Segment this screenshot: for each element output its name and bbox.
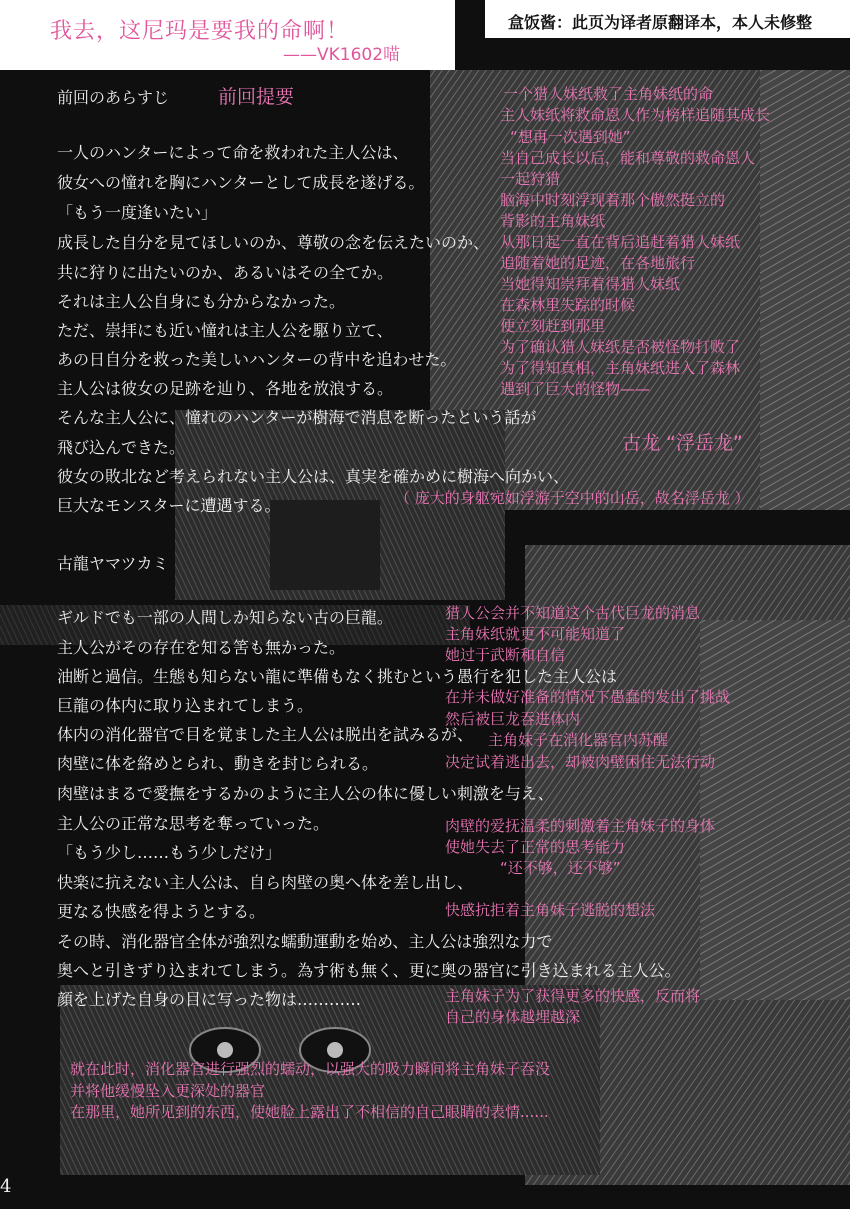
synopsis-line: あの日自分を救った美しいハンターの背中を追わせた。: [57, 350, 457, 369]
translation-line: 便立刻赶到那里: [500, 317, 606, 335]
translation-line: 主人妹纸将救命恩人作为榜样追随其成长: [500, 106, 771, 124]
translation-line: “还不够，还不够”: [500, 859, 621, 877]
synopsis-line: ギルドでも一部の人間しか知らない古の巨龍。: [57, 608, 393, 627]
translation-line: 脑海中时刻浮现着那个傲然挺立的: [500, 191, 726, 209]
section-heading: 前回のあらすじ: [57, 88, 170, 107]
synopsis-line: 主人公は彼女の足跡を辿り、各地を放浪する。: [57, 379, 394, 398]
translation-line: 主角妹纸就更不可能知道了: [445, 625, 626, 643]
translation-line: 主角妹子在消化器官内苏醒: [488, 731, 669, 749]
translation-line: 遇到了巨大的怪物——: [500, 380, 651, 398]
synopsis-line: 主人公がその存在を知る筈も無かった。: [57, 638, 346, 657]
translation-line: 快感抗拒着主角妹子逃脱的想法: [445, 901, 656, 919]
translator-signature: ——VK1602喵: [283, 45, 401, 65]
synopsis-line: その時、消化器官全体が強烈な蠕動運動を始め、主人公は強烈な力で: [57, 932, 553, 951]
translation-line: 一个猎人妹纸救了主角妹纸的命: [503, 85, 714, 103]
final-translation-line: 在那里，她所见到的东西，使她脸上露出了不相信的自己眼睛的表情......: [70, 1103, 549, 1121]
translation-line: 在并未做好准备的情况下愚蠢的发出了挑战: [445, 688, 731, 706]
synopsis-line: 成長した自分を見てほしいのか、尊敬の念を伝えたいのか、: [57, 233, 490, 252]
translation-line: 从那日起一直在背后追赶着猎人妹纸: [500, 233, 741, 251]
translation-line: 一起狩猎: [500, 170, 561, 188]
translation-line: 主角妹子为了获得更多的快感，反而将: [445, 987, 701, 1005]
translation-line: 自己的身体越埋越深: [445, 1008, 581, 1026]
translation-line: 肉壁的爱抚温柔的刺激着主角妹子的身体: [445, 817, 716, 835]
translation-line: 然后被巨龙吞进体内: [445, 710, 581, 728]
synopsis-line: 更なる快感を得ようとする。: [57, 902, 266, 921]
synopsis-line: 肉壁に体を絡めとられ、動きを封じられる。: [57, 754, 378, 773]
synopsis-line: 体内の消化器官で目を覚ました主人公は脱出を試みるが、: [57, 725, 474, 744]
translation-line: 猎人公会并不知道这个古代巨龙的消息: [445, 604, 701, 622]
translation-line: 在森林里失踪的时候: [500, 296, 636, 314]
synopsis-line: 肉壁はまるで愛撫をするかのように主人公の体に優しい刺激を与え、: [57, 784, 554, 803]
translation-line: “想再一次遇到她”: [510, 128, 631, 146]
translation-line: 背影的主角妹纸: [500, 212, 606, 230]
translation-line: 追随着她的足迹，在各地旅行: [500, 254, 696, 272]
translation-line: 当她得知崇拜着得猎人妹纸: [500, 275, 681, 293]
translation-line: 她过于武断和自信: [445, 646, 566, 664]
page-number: 4: [0, 1176, 12, 1197]
translation-line: 当自己成长以后，能和尊敬的救命恩人: [500, 149, 756, 167]
section-heading: 古龍ヤマツカミ: [57, 554, 169, 573]
page-title: 我去，这尼玛是要我的命啊！: [50, 19, 350, 44]
translation-line: 使她失去了正常的思考能力: [445, 838, 626, 856]
synopsis-line: 快楽に抗えない主人公は、自ら肉壁の奥へ体を差し出し、: [57, 873, 474, 892]
translation-line: 决定试着逃出去，却被肉壁困住无法行动: [445, 753, 716, 771]
synopsis-line: 「もう一度逢いたい」: [57, 203, 218, 222]
synopsis-line: 奥へと引きずり込まれてしまう。為す術も無く、更に奥の器官に引き込まれる主人公。: [57, 961, 681, 980]
translation-line: 为了得知真相，主角妹纸进入了森林: [500, 359, 741, 377]
synopsis-line: 巨龍の体内に取り込まれてしまう。: [57, 696, 314, 715]
synopsis-line: 油断と過信。生態も知らない龍に準備もなく挑むという愚行を犯した主人公は: [57, 667, 618, 686]
synopsis-line: 彼女の敗北など考えられない主人公は、真実を確かめに樹海へ向かい、: [57, 467, 570, 486]
monster-name: 古龙 “浮岳龙”: [622, 432, 743, 454]
synopsis-line: 巨大なモンスターに遭遇する。: [57, 496, 281, 515]
synopsis-line: 「もう少し……もう少しだけ」: [57, 843, 282, 862]
synopsis-line: そんな主人公に、憧れのハンターが樹海で消息を断ったという話が: [57, 408, 537, 427]
synopsis-line: 一人のハンターによって命を救われた主人公は、: [57, 143, 409, 162]
synopsis-line: 主人公の正常な思考を奪っていった。: [57, 814, 330, 833]
synopsis-line: 共に狩りに出たいのか、あるいはその全てか。: [57, 263, 394, 282]
synopsis-line: 顔を上げた自身の目に写った物は…………: [57, 990, 362, 1009]
editor-notice: 盒饭酱：此页为译者原翻译本，本人未修整: [508, 13, 813, 32]
translation-line: 为了确认猎人妹纸是否被怪物打败了: [500, 338, 741, 356]
synopsis-line: 彼女への憧れを胸にハンターとして成長を遂げる。: [57, 173, 425, 192]
synopsis-line: ただ、崇拝にも近い憧れは主人公を駆り立て、: [57, 321, 393, 340]
final-translation-line: 并将他缓慢坠入更深处的器官: [70, 1082, 266, 1100]
synopsis-line: 飛び込んできた。: [57, 438, 186, 457]
section-heading-translation: 前回提要: [218, 86, 295, 108]
monster-note: （ 庞大的身躯宛如浮游于空中的山岳，故名浮岳龙 ）: [395, 489, 750, 507]
synopsis-line: それは主人公自身にも分からなかった。: [57, 292, 346, 311]
final-translation-line: 就在此时，消化器官进行强烈的蠕动，以强大的吸力瞬间将主角妹子吞没: [70, 1060, 551, 1078]
